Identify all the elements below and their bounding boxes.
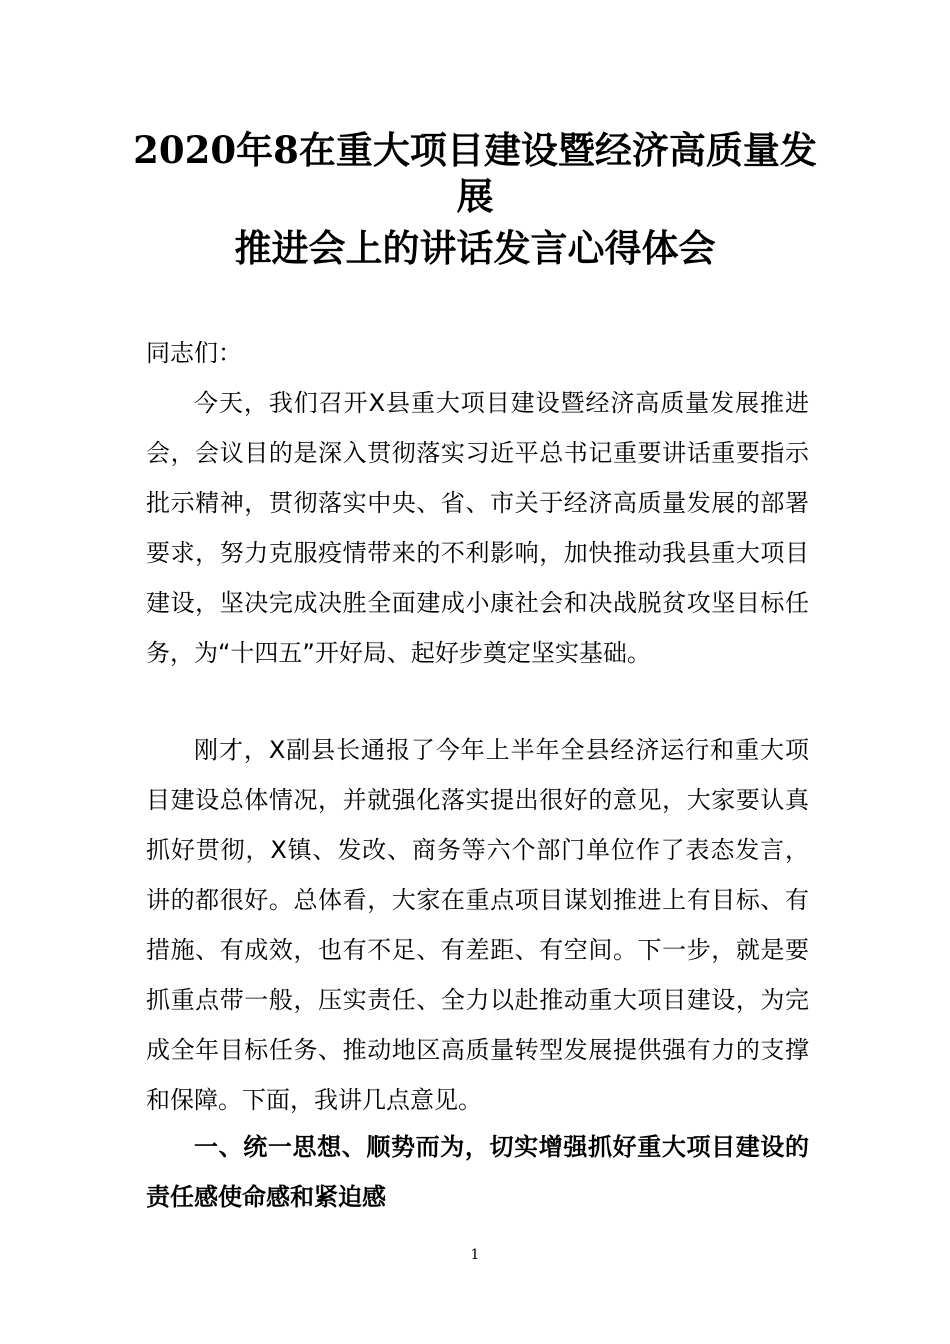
page-number: 1: [470, 1247, 480, 1263]
document-title-line-3: 推进会上的讲话发言心得体会: [234, 226, 716, 270]
document-title-line-2: 展: [456, 174, 494, 218]
section-heading-1: 一、统一思想、顺势而为，切实增强抓好重大项目建设的责任感使命感和紧迫感: [146, 1133, 809, 1211]
paragraph-1: 今天，我们召开X县重大项目建设暨经济高质量发展推进会，会议目的是深入贯彻落实习近平总书记重要讲话重要指示批示精神，贯彻落实中央、省、市关于经济高质量发展的部署要求，努力克服疫情带来的不利影响，加快推动我县重大项目建设，坚决完成决胜全面建成小康社会和决战脱贫攻坚目标任务，为“十四五”开好局、起好步奠定坚实基础。: [146, 389, 809, 667]
document-title-line-1: 2020年8在重大项目建设暨经济高质量发: [133, 128, 817, 172]
paragraph-2: 刚才，X副县长通报了今年上半年全县经济运行和重大项目建设总体情况，并就强化落实提出很好的意见，大家要认真抓好贯彻，X镇、发改、商务等六个部门单位作了表态发言，讲的都很好。总体看，大家在重点项目谋划推进上有目标、有措施、有成效，也有不足、有差距、有空间。下一步，就是要抓重点带一般，压实责任、全力以赴推动重大项目建设，为完成全年目标任务、推动地区高质量转型发展提供强有力的支撑和保障。下面，我讲几点意见。: [146, 736, 809, 1114]
greeting: 同志们：: [146, 339, 242, 367]
